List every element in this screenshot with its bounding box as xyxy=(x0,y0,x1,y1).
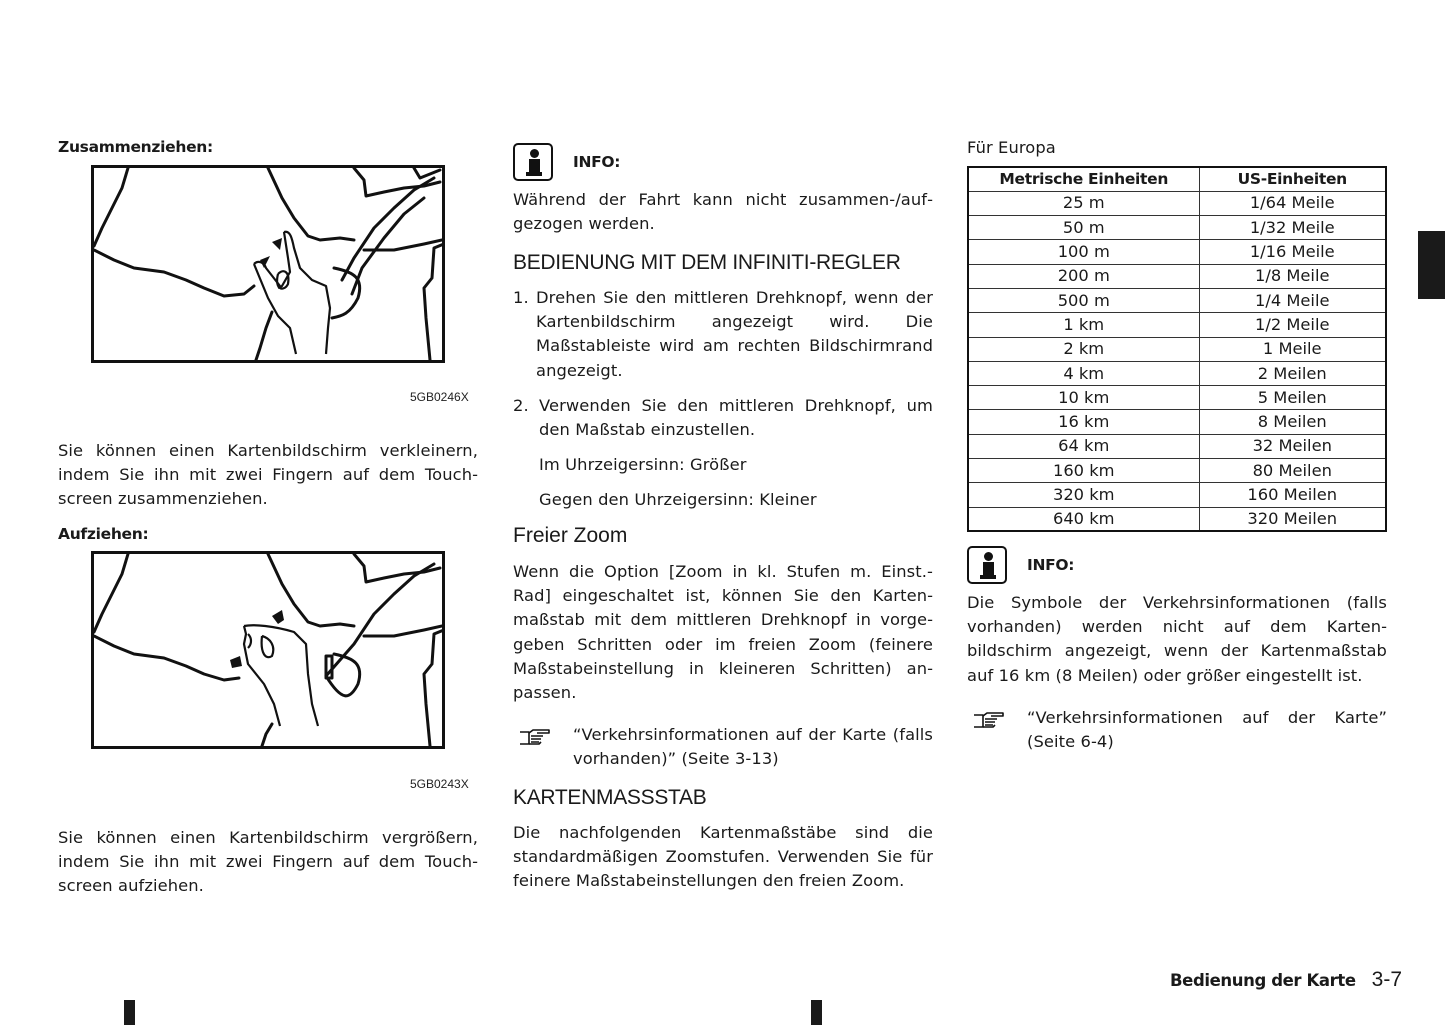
metric-cell: 320 km xyxy=(968,483,1199,507)
spread-description: Sie können einen Kartenbildschirm vergrößern, indem Sie ihn mit zwei Fingern auf dem Touchscreen aufziehen. xyxy=(58,828,478,896)
cross-reference[interactable] xyxy=(513,723,933,771)
spread-figure-code: 5GB0243X xyxy=(410,777,469,791)
clockwise-text: Im Uhrzeigersinn: Größer xyxy=(539,455,747,475)
table-row xyxy=(968,410,1386,434)
table-caption: Für Europa xyxy=(967,138,1056,157)
metric-cell: 500 m xyxy=(968,288,1199,312)
step-text: Drehen Sie den mittleren Drehknopf, wenn der Kartenbildschirm angezeigt wird. Die Maßstableiste wird am rechten Bildschirmrand angezeigt. xyxy=(536,288,933,380)
page-footer xyxy=(1170,968,1402,992)
cross-reference-text: “Verkehrsinformationen auf der Karte” (Seite 6-4) xyxy=(1027,708,1387,752)
us-cell: 160 Meilen xyxy=(1199,483,1386,507)
info-icon xyxy=(513,143,553,181)
map-pinch-icon xyxy=(94,168,442,360)
crop-mark-left xyxy=(124,1000,135,1025)
metric-cell: 200 m xyxy=(968,264,1199,288)
us-cell: 1 Meile xyxy=(1199,337,1386,361)
pinch-gesture-illustration xyxy=(91,165,445,363)
metric-cell: 64 km xyxy=(968,434,1199,458)
us-cell: 1/64 Meile xyxy=(1199,191,1386,215)
us-cell: 8 Meilen xyxy=(1199,410,1386,434)
info-text: Die Symbole der Verkehrsinformationen (falls vorhanden) werden nicht auf dem Kartenbildschirm angezeigt, wenn der Kartenmaßstab auf 16 km (8 Meilen) oder größer eingestellt ist. xyxy=(967,593,1387,685)
step-number: 2. xyxy=(513,395,529,415)
metric-cell: 2 km xyxy=(968,337,1199,361)
us-cell: 80 Meilen xyxy=(1199,459,1386,483)
us-cell: 1/16 Meile xyxy=(1199,240,1386,264)
page-number: 3-7 xyxy=(1371,968,1402,991)
us-cell: 2 Meilen xyxy=(1199,361,1386,385)
pointing-hand-icon xyxy=(513,723,573,771)
metric-cell: 640 km xyxy=(968,507,1199,531)
section-title-free-zoom: Freier Zoom xyxy=(513,524,628,547)
free-zoom-text: Wenn die Option [Zoom in kl. Stufen m. Einst.-Rad] eingeschaltet ist, können Sie den Kartenmaßstab mit dem mittleren Drehknopf in vorgegeben Schritten oder im freien Zoom (feinere Maßstabeinstellung in kleineren Schritten) anpassen. xyxy=(513,562,933,703)
metric-cell: 50 m xyxy=(968,216,1199,240)
section-title-infiniti-controller: BEDIENUNG MIT DEM INFINITI-REGLER xyxy=(513,251,901,274)
us-cell: 320 Meilen xyxy=(1199,507,1386,531)
info-label: INFO: xyxy=(573,153,621,171)
table-row xyxy=(968,361,1386,385)
us-cell: 1/2 Meile xyxy=(1199,313,1386,337)
table-row xyxy=(968,434,1386,458)
table-row xyxy=(968,507,1386,531)
us-cell: 5 Meilen xyxy=(1199,386,1386,410)
table-row xyxy=(968,264,1386,288)
pinch-description: Sie können einen Kartenbildschirm verkleinern, indem Sie ihn mit zwei Fingern auf dem Touchscreen zusammenziehen. xyxy=(58,441,478,509)
metric-cell: 25 m xyxy=(968,191,1199,215)
metric-cell: 160 km xyxy=(968,459,1199,483)
pointing-hand-icon xyxy=(967,706,1027,754)
info-header xyxy=(513,143,620,181)
chapter-thumb-tab xyxy=(1418,231,1445,299)
chapter-title: Bedienung der Karte xyxy=(1170,971,1356,990)
counterclockwise-text: Gegen den Uhrzeigersinn: Kleiner xyxy=(539,490,817,510)
pinch-heading: Zusammenziehen: xyxy=(58,138,213,156)
table-row xyxy=(968,288,1386,312)
table-row xyxy=(968,313,1386,337)
us-cell: 32 Meilen xyxy=(1199,434,1386,458)
table-row xyxy=(968,240,1386,264)
info-icon xyxy=(967,546,1007,584)
step-number: 1. xyxy=(513,288,529,307)
us-cell: 1/8 Meile xyxy=(1199,264,1386,288)
step-item xyxy=(513,394,933,442)
info-label: INFO: xyxy=(1027,556,1075,574)
table-header-row xyxy=(968,167,1386,191)
crop-mark-right xyxy=(811,1000,822,1025)
map-scale-table xyxy=(967,166,1387,532)
column-header-us: US-Einheiten xyxy=(1199,167,1386,191)
section-title-map-scale: KARTENMASSSTAB xyxy=(513,786,707,809)
us-cell: 1/32 Meile xyxy=(1199,216,1386,240)
info-text: Während der Fahrt kann nicht zusammen-/aufgezogen werden. xyxy=(513,190,933,234)
table-row xyxy=(968,191,1386,215)
map-spread-icon xyxy=(94,554,442,746)
cross-reference-text: “Verkehrsinformationen auf der Karte (falls vorhanden)” (Seite 3-13) xyxy=(573,725,933,769)
spread-heading: Aufziehen: xyxy=(58,525,149,543)
us-cell: 1/4 Meile xyxy=(1199,288,1386,312)
metric-cell: 4 km xyxy=(968,361,1199,385)
metric-cell: 10 km xyxy=(968,386,1199,410)
table-row xyxy=(968,337,1386,361)
table-row xyxy=(968,459,1386,483)
step-item xyxy=(513,286,933,383)
table-row xyxy=(968,216,1386,240)
table-row xyxy=(968,483,1386,507)
info-header xyxy=(967,546,1074,584)
metric-cell: 16 km xyxy=(968,410,1199,434)
pinch-figure-code: 5GB0246X xyxy=(410,390,469,404)
metric-cell: 1 km xyxy=(968,313,1199,337)
step-text: Verwenden Sie den mittleren Drehknopf, um den Maßstab einzustellen. xyxy=(539,395,933,440)
column-header-metric: Metrische Einheiten xyxy=(968,167,1199,191)
table-row xyxy=(968,386,1386,410)
map-scale-text: Die nachfolgenden Kartenmaßstäbe sind die standardmäßigen Zoomstufen. Verwenden Sie für feinere Maßstabeinstellungen den freien Zoom. xyxy=(513,823,933,891)
spread-gesture-illustration xyxy=(91,551,445,749)
metric-cell: 100 m xyxy=(968,240,1199,264)
cross-reference[interactable] xyxy=(967,706,1387,754)
steps-list xyxy=(513,286,933,513)
